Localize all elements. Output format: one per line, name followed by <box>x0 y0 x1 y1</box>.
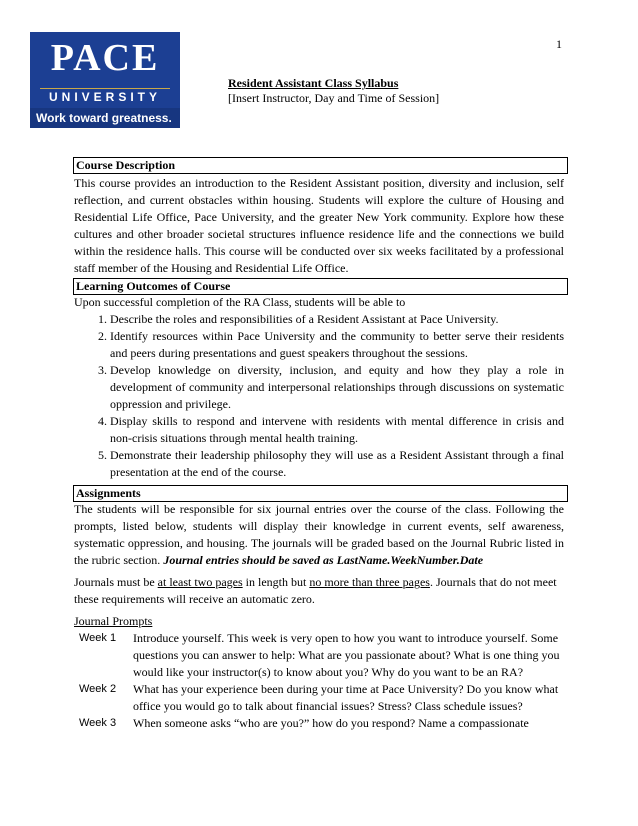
learning-outcomes-header: Learning Outcomes of Course <box>73 278 568 295</box>
logo-university: UNIVERSITY <box>48 90 161 104</box>
week-prompt: When someone asks “who are you?” how do you respond? Name a compassionate <box>133 716 529 730</box>
outcome-item: 5. Demonstrate their leadership philosophy they will use as a Resident Assistant through a final presentation at the end of the course. <box>110 447 564 481</box>
page-number: 1 <box>556 37 562 51</box>
course-description-header: Course Description <box>73 157 568 174</box>
journal-prompts-title: Journal Prompts <box>74 614 153 628</box>
outcome-item: 3. Develop knowledge on diversity, inclusion, and equity and how they play a role in development of community and interpersonal relationships through discussions on systematic oppression and privilege. <box>110 362 564 413</box>
length-text-a: Journals must be <box>74 575 158 589</box>
journal-prompts-list <box>79 630 567 732</box>
assignments-header: Assignments <box>73 485 568 502</box>
min-length-text: at least two pages <box>157 575 243 589</box>
logo-divider <box>40 88 170 89</box>
week-row <box>79 715 567 732</box>
journal-naming-rule: Journal entries should be saved as LastName.WeekNumber.Date <box>163 553 484 567</box>
week-row <box>79 630 567 681</box>
assignments-text: The students will be responsible for six journal entries over the course of the class. Following the prompts, listed below, students will display their knowledge in current events, self awareness, systematic oppression, and housing. The journals will be graded based on the Journal Rubric listed in the rubric section. <box>74 502 564 567</box>
document-subtitle: [Insert Instructor, Day and Time of Session] <box>228 91 440 105</box>
week-label: Week 2 <box>79 683 117 695</box>
max-length-text: no more than three pages <box>309 575 430 589</box>
outcome-item: 4. Display skills to respond and intervene with residents with mental difference in crisis and non-crisis situations through mental health training. <box>110 413 564 447</box>
learning-outcomes-intro: Upon successful completion of the RA Class, students will be able to <box>74 295 406 309</box>
logo-tagline: Work toward greatness. <box>30 108 180 128</box>
assignments-paragraph-2 <box>74 574 564 608</box>
week-prompt: Introduce yourself. This week is very open to how you want to introduce yourself. Some questions you can answer to help: What are you passionate about? What is one thing you would like your instructor(s) to know about you? Why do you want to be an RA? <box>133 631 560 679</box>
pace-university-logo <box>30 32 180 128</box>
assignments-paragraph-1 <box>74 501 564 569</box>
week-label: Week 3 <box>79 717 117 729</box>
outcome-item: 2. Identify resources within Pace University and the community to better serve their residents and peers during presentations and guest speakers throughout the sessions. <box>110 328 564 362</box>
length-text-b: in length but <box>242 575 310 589</box>
learning-outcomes-list <box>74 311 564 481</box>
week-row <box>79 681 567 715</box>
course-description-body: This course provides an introduction to the Resident Assistant position, diversity and inclusion, self reflection, and current obstacles within housing. Students will explore the culture of Housing and Residential Life Office, Pace University, and the greater New York community. Explore how these cultures and other broader societal structures influence residence life and the connections we build within the residence halls. This course will be conducted over six weeks facilitated by a professional staff member of the Housing and Residential Life Office. <box>74 176 564 275</box>
week-label: Week 1 <box>79 632 117 644</box>
week-prompt: What has your experience been during your time at Pace University? Do you know what office you would go to talk about financial issues? Stress? Class schedule issues? <box>133 682 559 713</box>
document-title: Resident Assistant Class Syllabus <box>228 76 399 90</box>
title-block <box>228 76 439 106</box>
logo-word: PACE <box>50 37 160 79</box>
outcome-item: 1. Describe the roles and responsibilities of a Resident Assistant at Pace University. <box>110 311 564 328</box>
learning-outcomes-body <box>74 294 564 481</box>
length-text-c: . Journals that do not meet these requirements will receive an automatic zero. <box>74 575 557 606</box>
